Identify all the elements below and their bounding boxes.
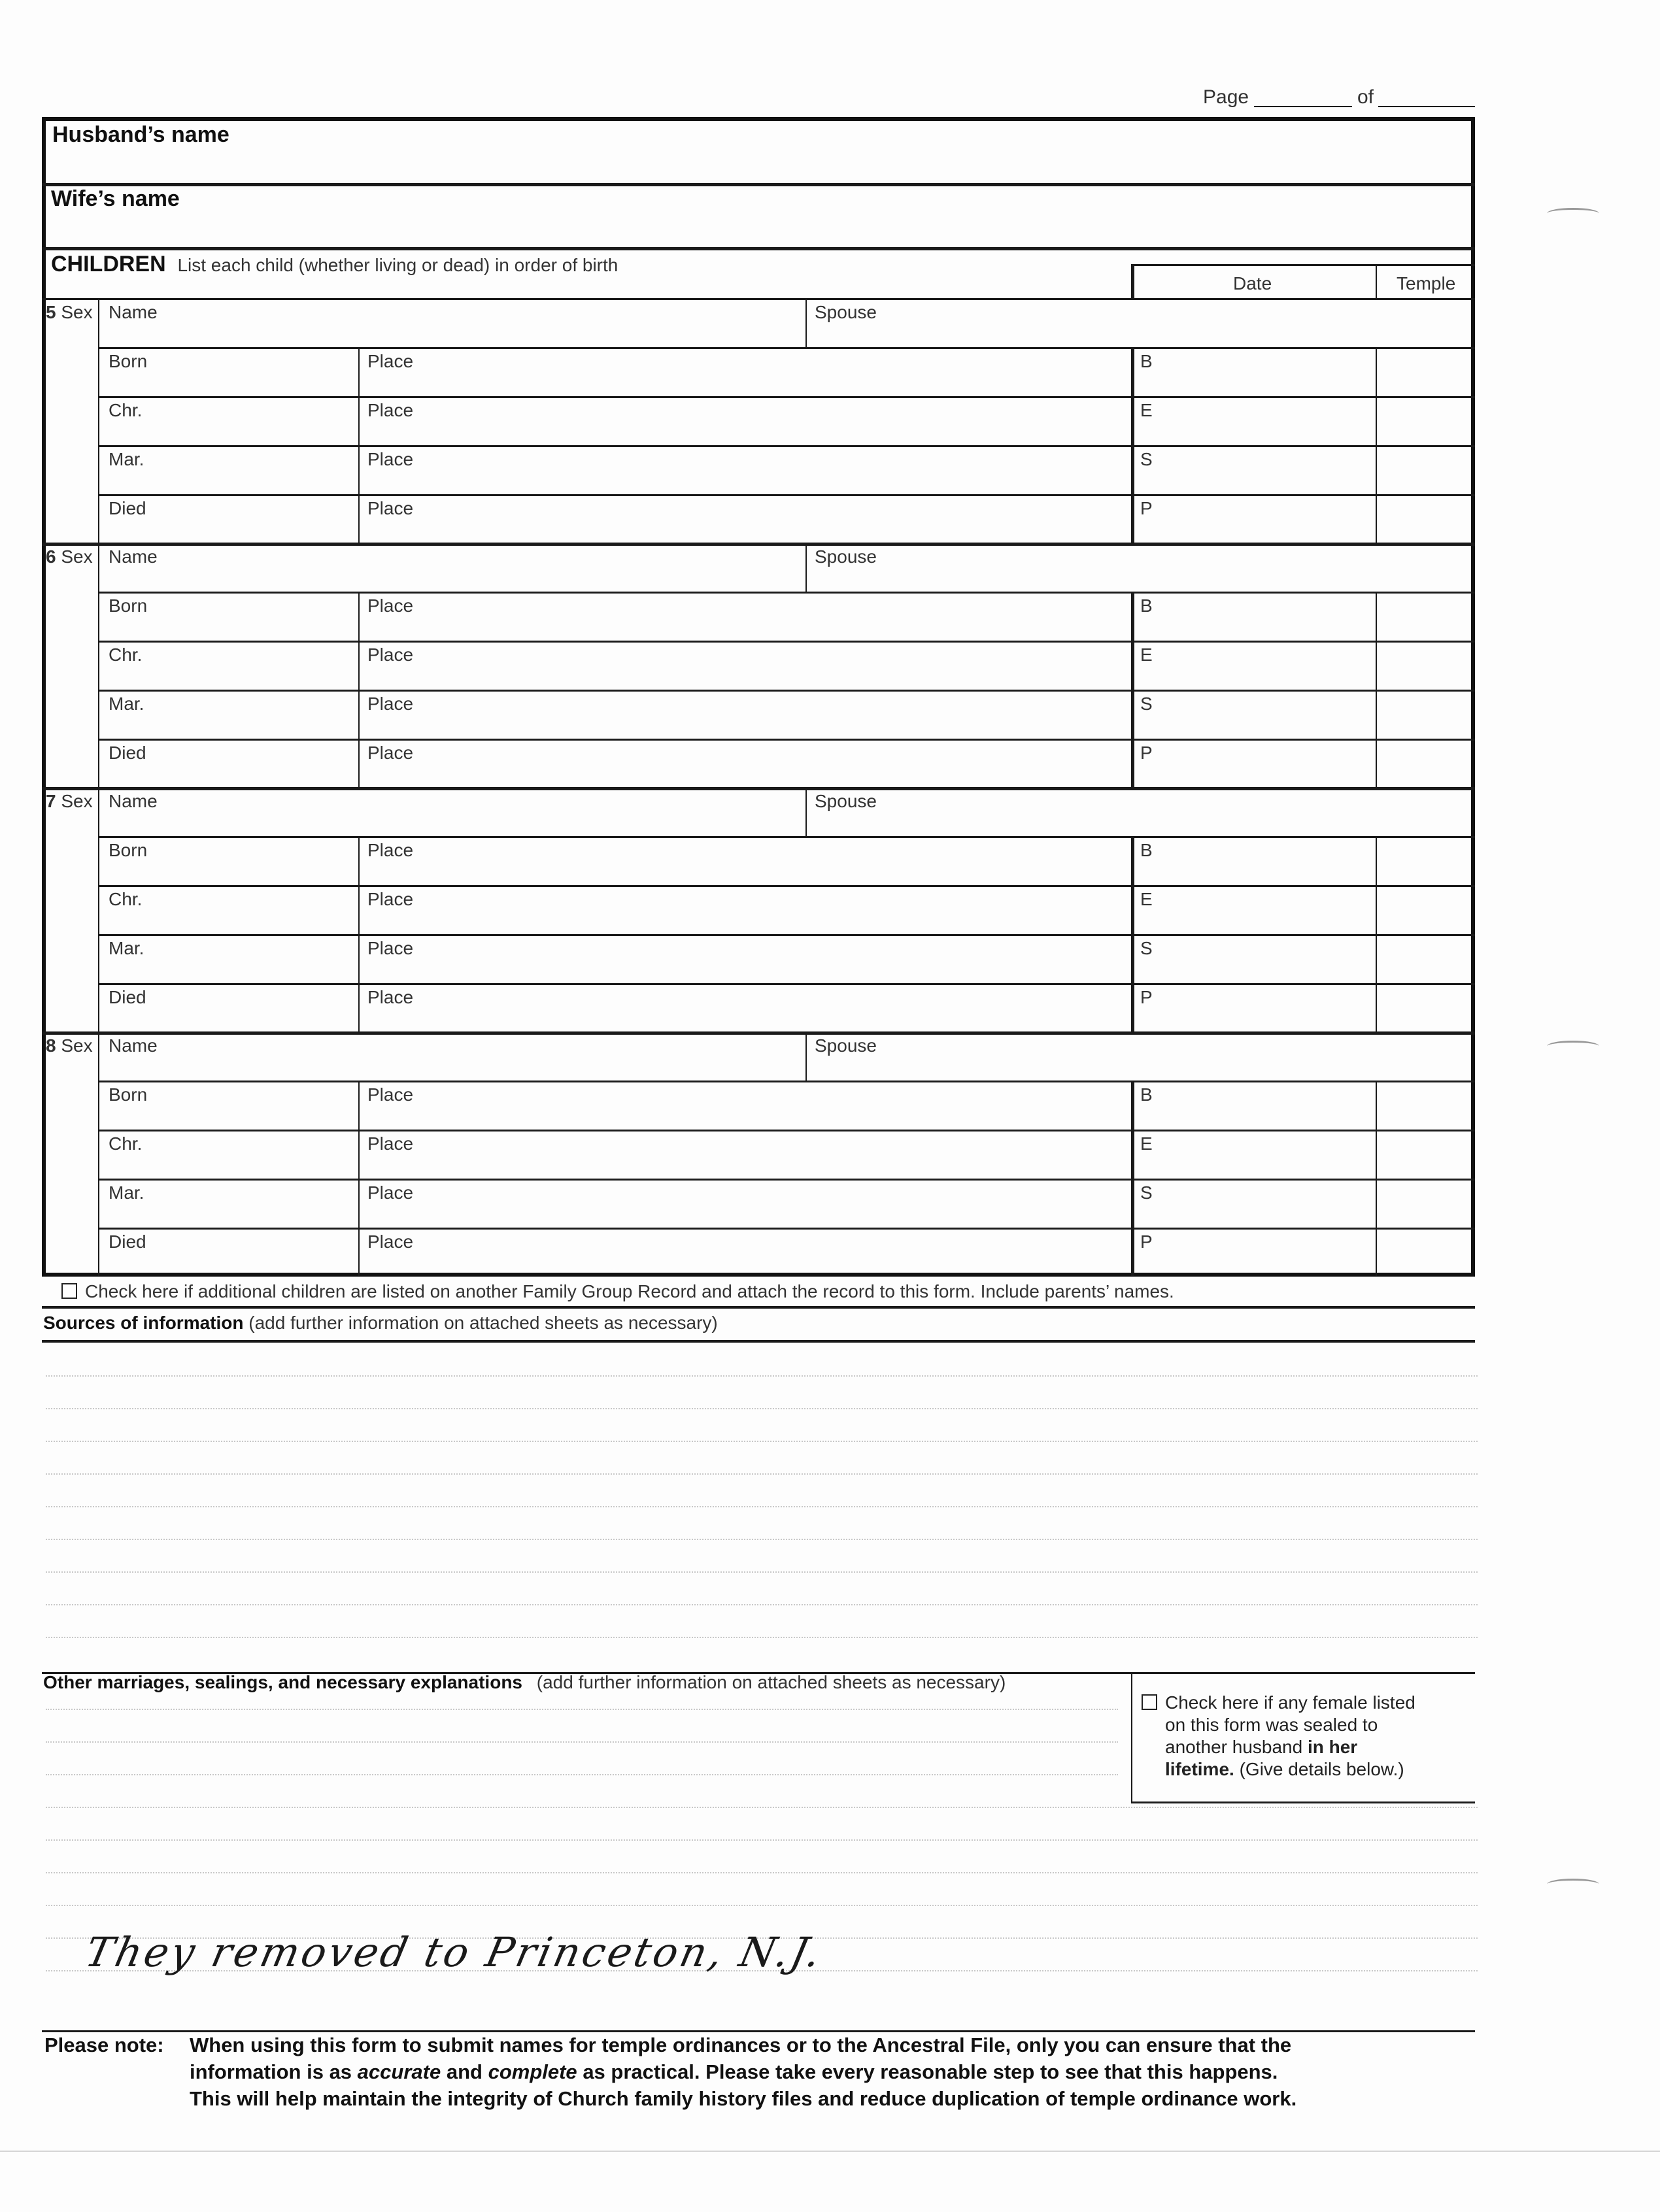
ordinance-code: P [1140, 498, 1153, 518]
event-label: Died [109, 1232, 146, 1252]
temple-field[interactable] [1378, 888, 1471, 932]
writing-line[interactable] [46, 1741, 1118, 1743]
row-line [98, 983, 1475, 985]
sex-label: Sex [61, 791, 93, 811]
ordinance-date-field[interactable] [1136, 399, 1374, 443]
event-date-field[interactable] [99, 1132, 357, 1177]
ordinance-date-field[interactable] [1136, 497, 1374, 541]
writing-line[interactable] [46, 1473, 1478, 1475]
binder-hole-mark [1547, 208, 1599, 219]
event-date-field[interactable] [99, 1181, 357, 1226]
writing-line[interactable] [46, 1905, 1478, 1906]
writing-line[interactable] [46, 1872, 1478, 1873]
event-place-field[interactable] [361, 1083, 1130, 1128]
place-label: Place [367, 840, 414, 860]
ordinance-code: B [1140, 1084, 1153, 1105]
ordinance-code: P [1140, 987, 1153, 1007]
ordinance-date-field[interactable] [1136, 1083, 1374, 1128]
writing-line[interactable] [46, 1375, 1478, 1377]
event-date-field[interactable] [99, 937, 357, 981]
row-line [98, 347, 1475, 349]
event-date-field[interactable] [99, 1230, 357, 1275]
writing-line[interactable] [46, 1709, 1118, 1710]
event-place-field[interactable] [361, 594, 1130, 639]
ordinance-code: E [1140, 400, 1153, 420]
event-place-field[interactable] [361, 888, 1130, 932]
husband-name-field[interactable] [46, 150, 1471, 182]
event-place-field[interactable] [361, 741, 1130, 786]
row-line [98, 494, 1475, 496]
sex-label: Sex [61, 1035, 93, 1056]
ordinance-code: B [1140, 595, 1153, 616]
child-number-sex [46, 791, 93, 812]
please-note-body [190, 2032, 1471, 2112]
temple-column-header: Temple [1397, 273, 1456, 293]
event-place-field[interactable] [361, 643, 1130, 688]
child-spouse-label: Spouse [815, 302, 877, 322]
temple-field[interactable] [1378, 497, 1471, 541]
event-date-field[interactable] [99, 448, 357, 492]
temple-field[interactable] [1378, 839, 1471, 883]
row-line [98, 641, 1475, 643]
row-line [98, 1228, 1475, 1230]
temple-field[interactable] [1378, 937, 1471, 981]
additional-children-checkbox[interactable] [61, 1283, 77, 1299]
ordinance-date-field[interactable] [1136, 692, 1374, 737]
temple-field[interactable] [1378, 1083, 1471, 1128]
child-number-sex [46, 302, 93, 323]
child-spouse-field[interactable] [807, 790, 1471, 834]
ordinance-code: S [1140, 449, 1153, 469]
additional-children-label: Check here if additional children are listed on another Family Group Record and attach the record to this form. Include parents’ names. [85, 1281, 1174, 1301]
ordinance-date-field[interactable] [1136, 643, 1374, 688]
child-name-field[interactable] [99, 545, 805, 590]
child-spouse-label: Spouse [815, 791, 877, 811]
temple-header-divider [1376, 264, 1377, 298]
divider [42, 1306, 1475, 1309]
event-label: Chr. [109, 400, 143, 420]
writing-line[interactable] [46, 1441, 1478, 1442]
event-date-field[interactable] [99, 986, 357, 1030]
sealed-line1: Check here if any female listed [1165, 1692, 1415, 1713]
place-label: Place [367, 889, 414, 909]
child-name-field[interactable] [99, 1034, 805, 1079]
temple-field[interactable] [1378, 350, 1471, 394]
ordinance-date-field[interactable] [1136, 350, 1374, 394]
child-number: 6 [46, 546, 56, 567]
event-place-field[interactable] [361, 1181, 1130, 1226]
handwritten-note: They removed to Princeton, N.J. [81, 1928, 828, 1976]
place-label: Place [367, 1133, 414, 1154]
sealed-box-left [1131, 1672, 1132, 1803]
row-line [98, 592, 1475, 594]
temple-field[interactable] [1378, 399, 1471, 443]
event-date-field[interactable] [99, 594, 357, 639]
temple-field[interactable] [1378, 448, 1471, 492]
ordinance-date-field[interactable] [1136, 839, 1374, 883]
place-label: Place [367, 987, 414, 1007]
ordinance-date-field[interactable] [1136, 1230, 1374, 1275]
event-label: Mar. [109, 694, 144, 714]
writing-line[interactable] [46, 1807, 1478, 1808]
ordinance-date-field[interactable] [1136, 448, 1374, 492]
ordinance-date-field[interactable] [1136, 594, 1374, 639]
ordinance-date-field[interactable] [1136, 986, 1374, 1030]
temple-field[interactable] [1378, 1230, 1471, 1275]
writing-line[interactable] [46, 1539, 1478, 1540]
sources-heading-row [43, 1313, 718, 1333]
date-header-left [1131, 264, 1134, 298]
ordinance-code: S [1140, 694, 1153, 714]
additional-children-row[interactable] [61, 1281, 1174, 1302]
wife-name-label: Wife’s name [51, 186, 180, 211]
sealed-line2: on this form was sealed to [1165, 1715, 1378, 1735]
page-of-label: of [1357, 86, 1374, 108]
event-place-field[interactable] [361, 692, 1130, 737]
child-spouse-label: Spouse [815, 1035, 877, 1056]
children-instruction: List each child (whether living or dead) in order of birth [177, 255, 618, 275]
child-number-sex [46, 546, 93, 567]
ordinance-date-field[interactable] [1136, 1132, 1374, 1177]
event-label: Chr. [109, 889, 143, 909]
writing-line[interactable] [46, 1774, 1118, 1775]
event-label: Born [109, 840, 148, 860]
row-line [98, 445, 1475, 447]
event-place-field[interactable] [361, 986, 1130, 1030]
sealed-line4b: (Give details below.) [1239, 1759, 1404, 1779]
place-label: Place [367, 938, 414, 958]
sources-hint: (add further information on attached sheets as necessary) [248, 1313, 718, 1333]
temple-field[interactable] [1378, 643, 1471, 688]
event-place-field[interactable] [361, 937, 1130, 981]
wife-name-field[interactable] [46, 214, 1471, 246]
event-label: Chr. [109, 1133, 143, 1154]
event-label: Died [109, 987, 146, 1007]
ordinance-code: E [1140, 1133, 1153, 1154]
divider [42, 1340, 1475, 1343]
child-number-sex [46, 1035, 93, 1056]
writing-line[interactable] [46, 1408, 1478, 1409]
event-date-field[interactable] [99, 741, 357, 786]
child-number: 8 [46, 1035, 56, 1056]
event-date-field[interactable] [99, 839, 357, 883]
event-place-field[interactable] [361, 1132, 1130, 1177]
please-note-line2: information is as accurate and complete as practical. Please take every reasonable step to see that this happens. [190, 2060, 1278, 2083]
ordinance-date-field[interactable] [1136, 888, 1374, 932]
event-label: Mar. [109, 1182, 144, 1203]
children-heading: CHILDREN [51, 252, 166, 276]
page-total-field[interactable] [1378, 106, 1475, 107]
event-place-field[interactable] [361, 448, 1130, 492]
event-date-field[interactable] [99, 692, 357, 737]
child-name-label: Name [109, 302, 158, 322]
child-number: 5 [46, 302, 56, 322]
writing-line[interactable] [46, 1637, 1478, 1638]
place-label: Place [367, 1232, 414, 1252]
children-heading-row [51, 252, 618, 277]
event-label: Died [109, 498, 146, 518]
event-place-field[interactable] [361, 399, 1130, 443]
ordinance-code: S [1140, 1182, 1153, 1203]
date-header-top [1131, 264, 1475, 266]
please-note-label: Please note: [44, 2034, 164, 2056]
row-line [98, 934, 1475, 936]
husband-name-label: Husband’s name [52, 122, 229, 147]
place-label: Place [367, 449, 414, 469]
event-date-field[interactable] [99, 399, 357, 443]
please-note-line3: This will help maintain the integrity of Church family history files and reduce duplication of temple ordinance work. [190, 2087, 1297, 2110]
page-bottom-rule [0, 2151, 1660, 2152]
binder-hole-mark [1547, 1041, 1599, 1052]
ordinance-date-field[interactable] [1136, 741, 1374, 786]
child-block-divider [42, 298, 1475, 300]
ordinance-code: B [1140, 840, 1153, 860]
place-label: Place [367, 351, 414, 371]
temple-field[interactable] [1378, 1181, 1471, 1226]
child-name-field[interactable] [99, 301, 805, 345]
child-name-field[interactable] [99, 790, 805, 834]
ordinance-code: E [1140, 645, 1153, 665]
divider [42, 183, 1475, 186]
place-label: Place [367, 694, 414, 714]
place-label: Place [367, 1182, 414, 1203]
writing-line[interactable] [46, 1839, 1478, 1841]
ordinance-date-field[interactable] [1136, 1181, 1374, 1226]
row-line [98, 885, 1475, 887]
row-line [98, 739, 1475, 741]
temple-field[interactable] [1378, 1132, 1471, 1177]
place-label: Place [367, 645, 414, 665]
sealed-box-bottom [1131, 1801, 1475, 1803]
sealed-line4a: lifetime. [1165, 1759, 1234, 1779]
event-place-field[interactable] [361, 839, 1130, 883]
ordinance-code: P [1140, 743, 1153, 763]
other-marriages-heading-row [43, 1672, 1006, 1693]
place-label: Place [367, 595, 414, 616]
child-spouse-label: Spouse [815, 546, 877, 567]
event-date-field[interactable] [99, 1083, 357, 1128]
child-number: 7 [46, 791, 56, 811]
sealed-checkbox[interactable] [1142, 1694, 1157, 1710]
sources-title: Sources of information [43, 1313, 244, 1333]
event-place-field[interactable] [361, 1230, 1130, 1275]
event-place-field[interactable] [361, 497, 1130, 541]
page-number-field[interactable] [1254, 106, 1352, 107]
event-date-field[interactable] [99, 888, 357, 932]
row-line [98, 1081, 1475, 1082]
date-column-header: Date [1233, 273, 1272, 293]
ordinance-code: B [1140, 351, 1153, 371]
other-marriages-hint: (add further information on attached sheets as necessary) [536, 1672, 1006, 1692]
row-line [98, 1130, 1475, 1131]
sealed-checkbox-note[interactable] [1142, 1692, 1415, 1781]
ordinance-code: E [1140, 889, 1153, 909]
child-spouse-field[interactable] [807, 301, 1471, 345]
writing-line[interactable] [46, 1506, 1478, 1507]
temple-field[interactable] [1378, 986, 1471, 1030]
page-label: Page [1203, 86, 1249, 108]
sex-label: Sex [61, 302, 93, 322]
event-label: Born [109, 351, 148, 371]
writing-line[interactable] [46, 1571, 1478, 1573]
event-place-field[interactable] [361, 350, 1130, 394]
sex-label: Sex [61, 546, 93, 567]
place-label: Place [367, 400, 414, 420]
event-label: Died [109, 743, 146, 763]
event-date-field[interactable] [99, 350, 357, 394]
event-label: Born [109, 595, 148, 616]
binder-hole-mark [1547, 1879, 1599, 1890]
row-line [98, 396, 1475, 398]
other-marriages-title: Other marriages, sealings, and necessary explanations [43, 1672, 522, 1692]
child-name-label: Name [109, 791, 158, 811]
place-label: Place [367, 743, 414, 763]
sealed-line3a: another husband [1165, 1737, 1303, 1757]
event-label: Mar. [109, 938, 144, 958]
child-spouse-field[interactable] [807, 545, 1471, 590]
child-name-label: Name [109, 546, 158, 567]
temple-field[interactable] [1378, 692, 1471, 737]
sealed-line3b: in her [1307, 1737, 1358, 1757]
row-line [98, 690, 1475, 692]
writing-line[interactable] [46, 1604, 1478, 1605]
temple-field[interactable] [1378, 741, 1471, 786]
ordinance-date-field[interactable] [1136, 937, 1374, 981]
ordinance-code: P [1140, 1232, 1153, 1252]
row-line [98, 836, 1475, 838]
temple-field[interactable] [1378, 594, 1471, 639]
divider [42, 247, 1475, 250]
ordinance-code: S [1140, 938, 1153, 958]
event-label: Chr. [109, 645, 143, 665]
place-label: Place [367, 498, 414, 518]
please-note-line1: When using this form to submit names for temple ordinances or to the Ancestral File, only you can ensure that the [190, 2034, 1292, 2056]
event-label: Born [109, 1084, 148, 1105]
place-label: Place [367, 1084, 414, 1105]
event-date-field[interactable] [99, 643, 357, 688]
event-date-field[interactable] [99, 497, 357, 541]
child-name-label: Name [109, 1035, 158, 1056]
event-label: Mar. [109, 449, 144, 469]
child-spouse-field[interactable] [807, 1034, 1471, 1079]
row-line [98, 1179, 1475, 1181]
